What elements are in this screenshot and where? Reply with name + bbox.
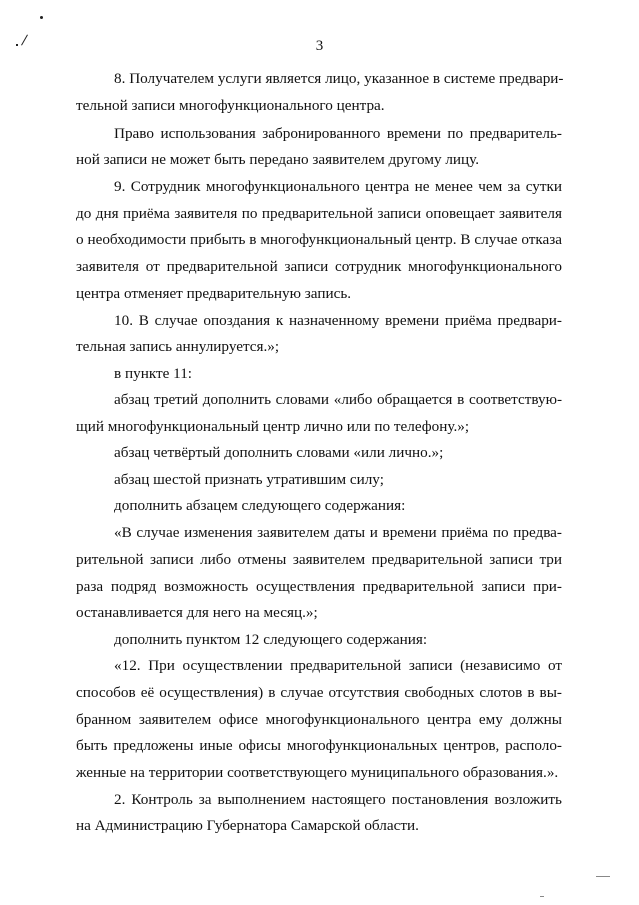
text-line: щий многофункциональный центр лично или по телефону.»; — [76, 418, 470, 435]
text-line: ной записи не может быть передано заявителем другому лицу. — [76, 151, 480, 168]
text-line: абзац третий дополнить словами «либо обращается в соответствую- — [114, 391, 562, 408]
text-line: 10. В случае опоздания к назначенному времени приёма предвари- — [114, 312, 562, 329]
text-line: тельной записи многофункционального центра. — [76, 97, 385, 114]
text-line: дополнить абзацем следующего содержания: — [114, 497, 406, 514]
text-line: дополнить пунктом 12 следующего содержания: — [114, 631, 428, 648]
text-line: быть предложены иные офисы многофункциональных центров, располо- — [76, 737, 562, 754]
text-line: заявителя от предварительной записи сотрудник многофункционального — [76, 258, 562, 275]
text-line: абзац шестой признать утратившим силу; — [114, 471, 384, 488]
text-line: рительной записи либо отмены заявителем предварительной записи три — [76, 551, 562, 568]
text-line: способов её осуществления) в случае отсутствия свободных слотов в вы- — [76, 684, 562, 701]
text-line: раза подряд возможность осуществления предварительной записи при- — [76, 578, 562, 595]
text-line: тельная запись аннулируется.»; — [76, 338, 280, 355]
text-line: о необходимости прибыть в многофункциональный центр. В случае отказа — [76, 231, 562, 248]
text-line: 2. Контроль за выполнением настоящего постановления возложить — [114, 791, 562, 808]
text-line: останавливается для него на месяц.»; — [76, 604, 318, 621]
scan-mark — [540, 896, 544, 897]
scan-mark — [40, 16, 43, 19]
text-line: до дня приёма заявителя по предварительной записи оповещает заявителя — [76, 205, 562, 222]
text-line: 9. Сотрудник многофункционального центра не менее чем за сутки — [114, 178, 562, 195]
text-line: центра отменяет предварительную запись. — [76, 285, 352, 302]
page-number: 3 — [315, 38, 324, 54]
text-line: бранном заявителем офисе многофункционального центра ему должны — [76, 711, 562, 728]
text-line: на Администрацию Губернатора Самарской области. — [76, 817, 419, 834]
text-line: «12. При осуществлении предварительной записи (независимо от — [114, 657, 562, 674]
text-line: абзац четвёртый дополнить словами «или лично.»; — [114, 444, 444, 461]
text-line: женные на территории соответствующего муниципального образования.». — [76, 764, 559, 781]
text-line: «В случае изменения заявителем даты и времени приёма по предва- — [114, 524, 562, 541]
text-line: Право использования забронированного времени по предваритель- — [114, 125, 562, 142]
text-line: в пункте 11: — [114, 365, 193, 382]
text-line: 8. Получателем услуги является лицо, указанное в системе предвари- — [114, 70, 564, 87]
scan-mark — [596, 876, 610, 877]
